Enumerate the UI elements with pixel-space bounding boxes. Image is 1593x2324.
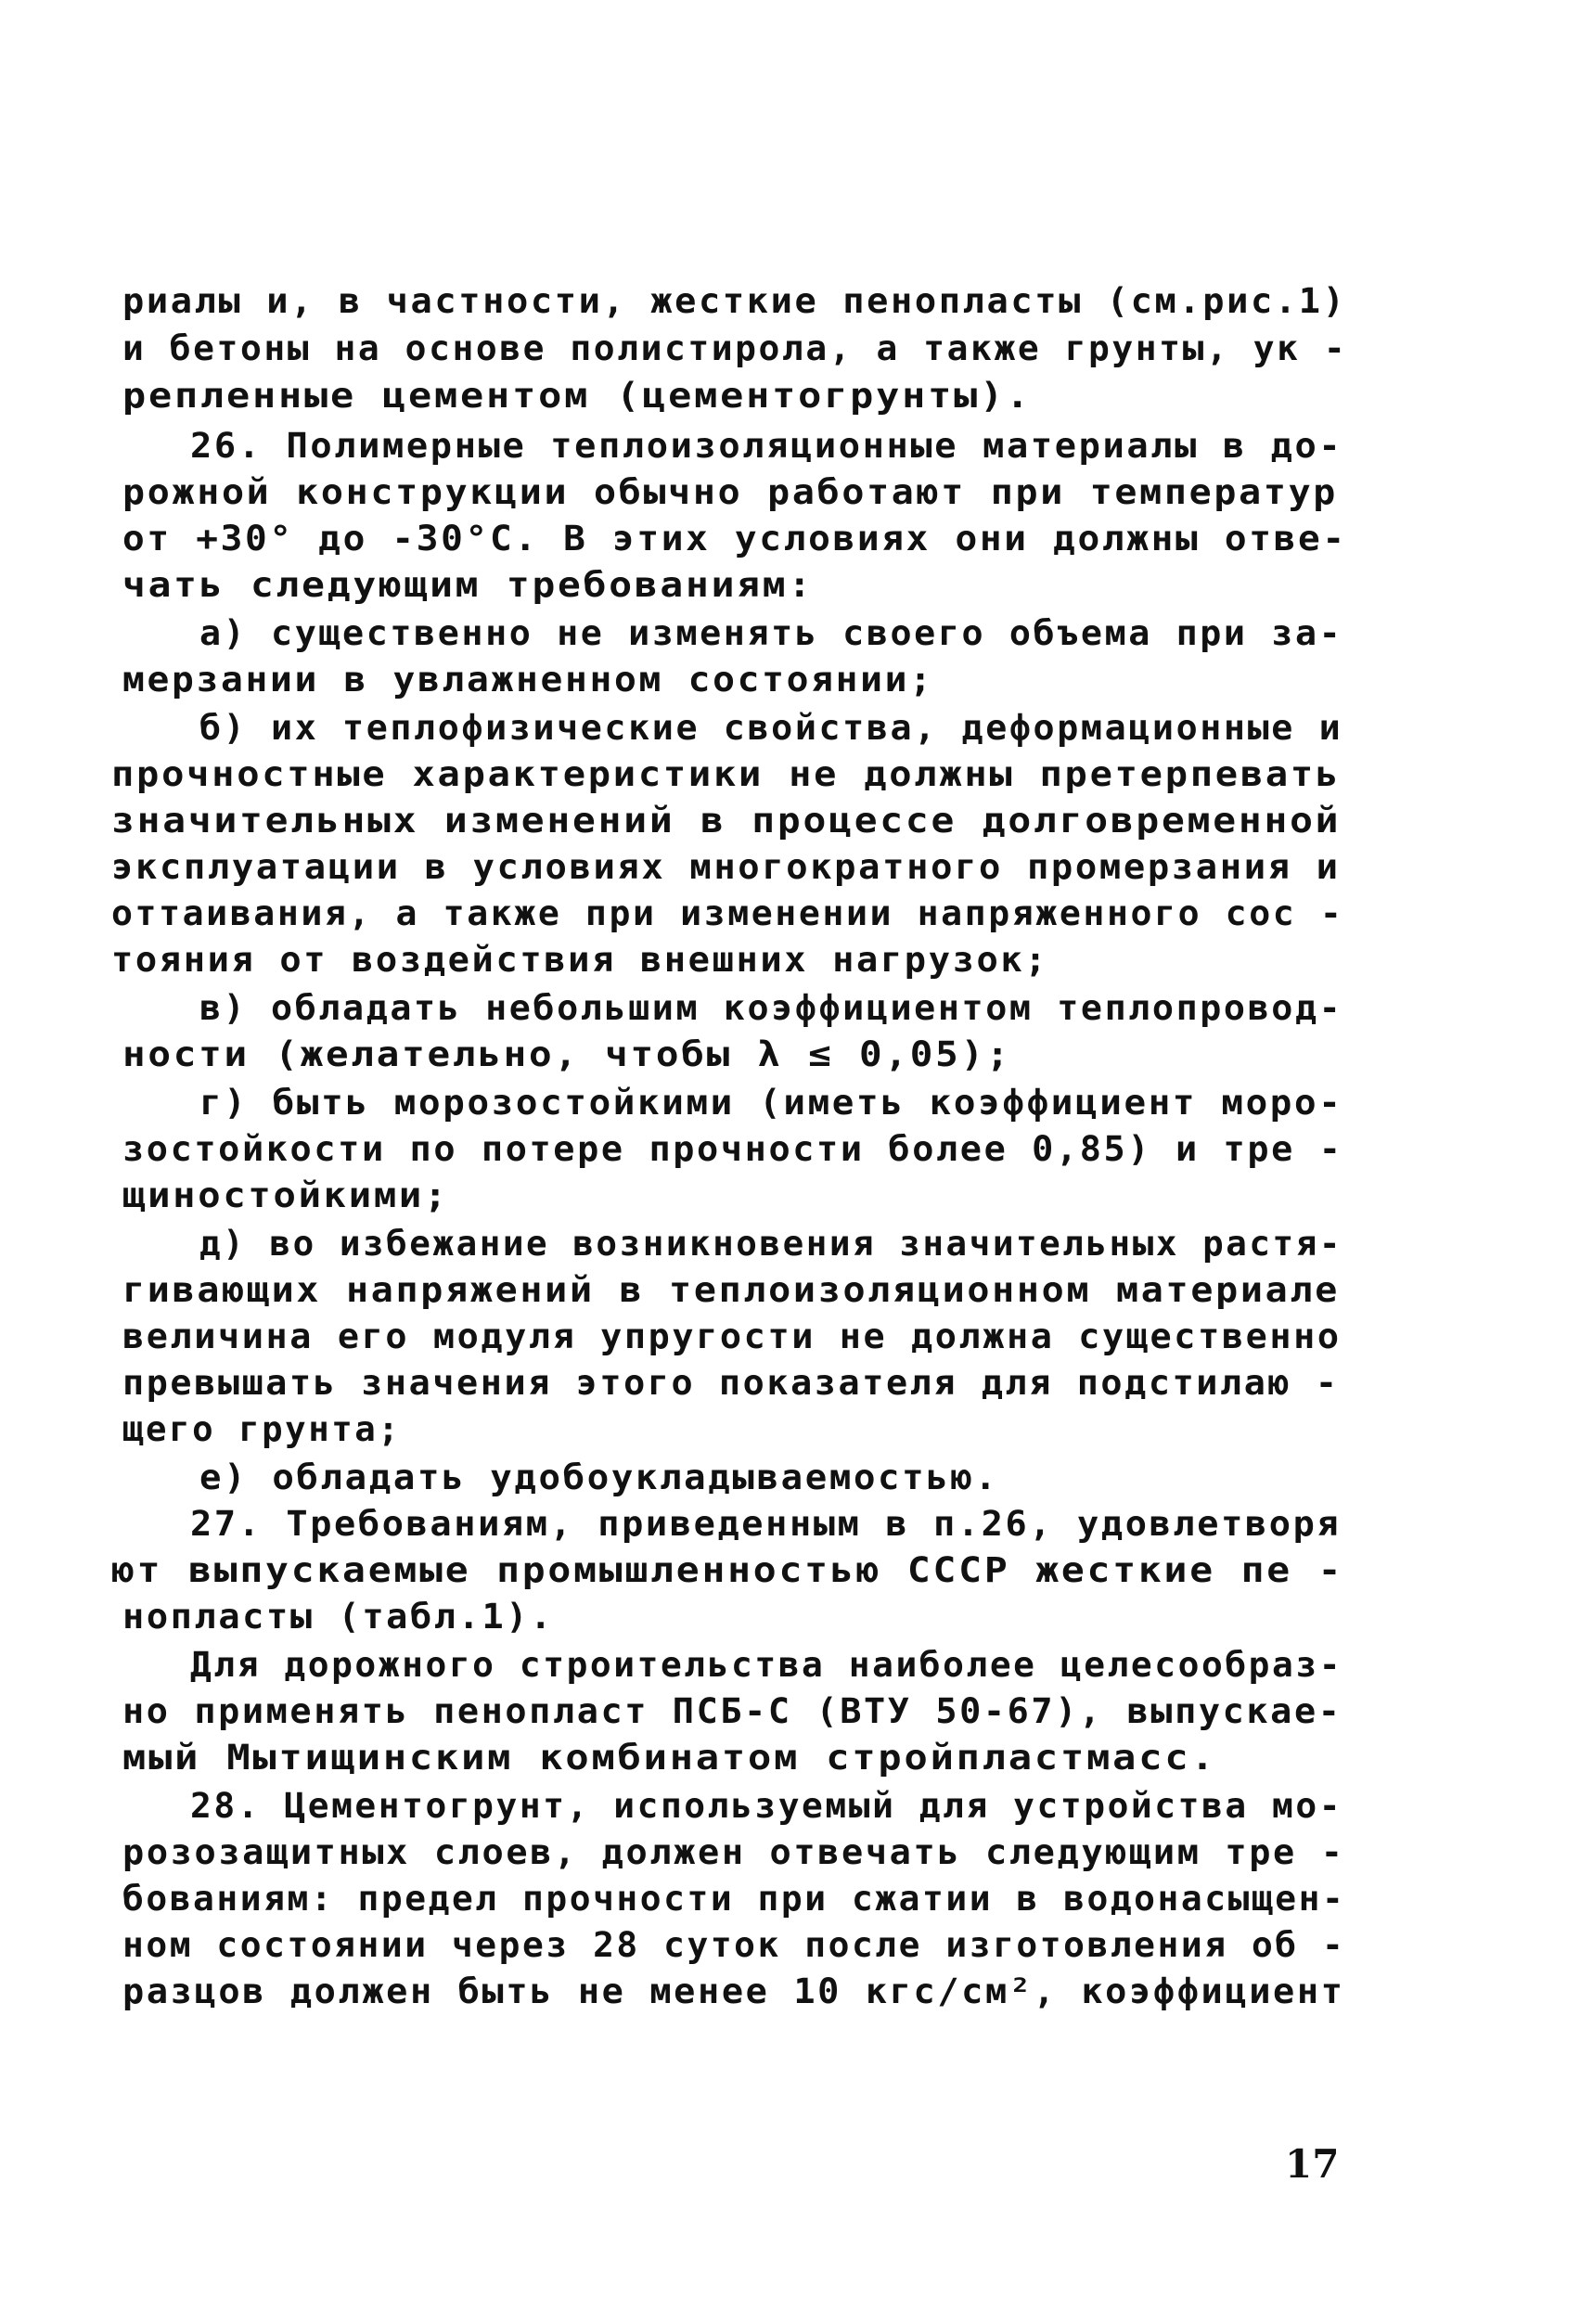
text-line-19: зостойкости по потере прочности более 0,85) и тре - [122, 1129, 1343, 1169]
text-line-35: бованиям: предел прочности при сжатии в водонасыщен- [122, 1879, 1346, 1919]
text-line-4: 26. Полимерные теплоизоляционные материалы в до- [190, 426, 1343, 466]
text-line-28: ют выпускаемые промышленностью СССР жесткие пе - [111, 1550, 1344, 1590]
text-line-1: риалы и, в частности, жесткие пенопласты (см.рис.1) [122, 281, 1347, 321]
text-line-21: д) во избежание возникновения значительных растя- [199, 1224, 1342, 1264]
text-line-11: прочностные характеристики не должны претерпевать [111, 754, 1341, 794]
text-line-37: разцов должен быть не менее 10 кгс/см², коэффициент [122, 1971, 1345, 2011]
text-line-12: значительных изменений в процессе долговременной [111, 801, 1342, 841]
text-line-7: чать следующим требованиям: [122, 565, 814, 605]
text-line-16: в) обладать небольшим коэффициентом теплопровод- [199, 988, 1343, 1028]
text-line-8: а) существенно не изменять своего объема при за- [199, 613, 1343, 653]
text-line-33: 28. Цементогрунт, используемый для устройства мо- [190, 1786, 1343, 1826]
text-line-10: б) их теплофизические свойства, деформационные и [199, 708, 1343, 748]
text-line-32: мый Мытищинским комбинатом стройпластмасс. [122, 1738, 1217, 1778]
text-line-23: величина его модуля упругости не должна существенно [122, 1316, 1342, 1356]
text-line-6: от +30° до -30°С. В этих условиях они должны отве- [122, 519, 1347, 559]
text-line-31: но применять пенопласт ПСБ-С (ВТУ 50-67), выпускае- [122, 1691, 1342, 1731]
text-line-25: щего грунта; [122, 1409, 402, 1449]
text-line-17: ности (желательно, чтобы λ ≤ 0,05); [122, 1034, 1012, 1074]
text-line-20: щиностойкими; [122, 1175, 450, 1215]
text-line-34: розозащитных слоев, должен отвечать следующим тре - [122, 1832, 1345, 1872]
text-line-14: оттаивания, а также при изменении напряженного сос - [111, 893, 1344, 933]
text-line-5: рожной конструкции обычно работают при температур [122, 472, 1339, 512]
text-line-2: и бетоны на основе полистирола, а также грунты, ук - [122, 328, 1348, 368]
text-line-22: гивающих напряжений в теплоизоляционном материале [122, 1270, 1341, 1310]
page-number: 17 [1285, 2141, 1340, 2187]
text-line-15: тояния от воздействия внешних нагрузок; [111, 940, 1049, 980]
text-line-29: нопласты (табл.1). [122, 1597, 554, 1637]
text-line-27: 27. Требованиям, приведенным в п.26, удовлетворя [190, 1504, 1342, 1544]
text-line-24: превышать значения этого показателя для подстилаю - [122, 1363, 1340, 1403]
text-line-18: г) быть морозостойкими (иметь коэффициент моро- [199, 1083, 1343, 1123]
text-line-3: репленные цементом (цементогрунты). [122, 376, 1033, 416]
text-line-30: Для дорожного строительства наиболее целесообраз- [190, 1645, 1343, 1685]
text-line-9: мерзании в увлажненном состоянии; [122, 660, 934, 700]
text-line-13: эксплуатации в условиях многократного промерзания и [111, 847, 1341, 887]
text-line-26: е) обладать удобоукладываемостью. [199, 1457, 999, 1497]
text-line-36: ном состоянии через 28 суток после изготовления об - [122, 1925, 1346, 1965]
